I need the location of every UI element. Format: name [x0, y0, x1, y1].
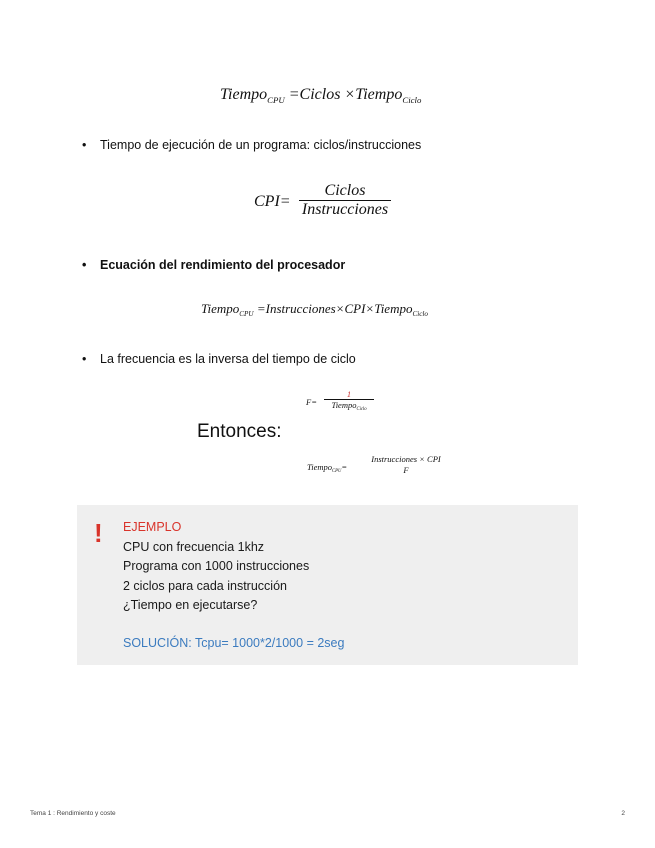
- callout-solution: SOLUCIÓN: Tcpu= 1000*2/1000 = 2seg: [123, 636, 345, 650]
- callout-title: EJEMPLO: [123, 520, 182, 534]
- bullet-frecuencia: • La frecuencia es la inversa del tiempo de ciclo: [84, 352, 356, 366]
- callout-line: 2 ciclos para cada instrucción: [123, 579, 287, 593]
- example-callout: [77, 505, 578, 665]
- footer-title: Tema 1 : Rendimiento y coste: [30, 810, 116, 817]
- exclamation-icon: !: [94, 518, 103, 548]
- equation-tiempo-cpu: Tiempo$_{CPU}$ =Ciclos ×Tiempo$_{Ciclo}$: [220, 86, 422, 105]
- bullet-ecuacion-rendimiento: • Ecuación del rendimiento del procesador: [84, 258, 345, 272]
- callout-line: CPU con frecuencia 1khz: [123, 540, 265, 554]
- equation-rendimiento-procesador: Tiempo$_{CPU}$ =Instrucciones×CPI×Tiempo$_{Ciclo}$: [201, 301, 428, 319]
- callout-line: ¿Tiempo en ejecutarse?: [123, 598, 258, 612]
- entonces-label: Entonces:: [197, 421, 282, 442]
- page-number: 2: [621, 810, 625, 817]
- callout-line: Programa con 1000 instrucciones: [123, 559, 310, 573]
- bullet-tiempo-ejecucion: • Tiempo de ejecución de un programa: ciclos/instrucciones: [84, 138, 421, 152]
